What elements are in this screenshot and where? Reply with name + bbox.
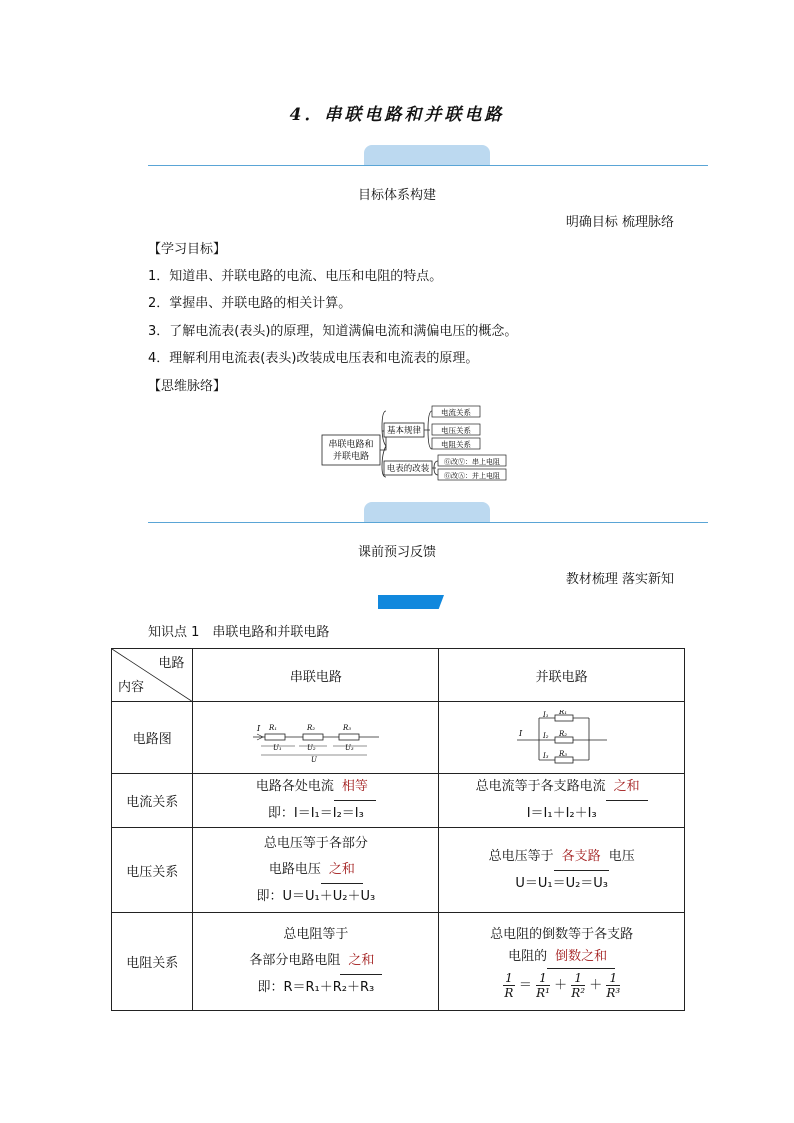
section-subheading: 明确目标 梳理脉络 [565, 215, 674, 230]
svg-text:R₂: R₂ [306, 723, 315, 732]
row-header: 电阻关系 [112, 913, 193, 1011]
section-subheading: 教材梳理 落实新知 [565, 572, 674, 587]
section-tab [364, 502, 490, 522]
svg-text:R₃: R₃ [558, 749, 567, 758]
objective-item: 2．掌握串、并联电路的相关计算。 [148, 296, 352, 311]
section-marker [378, 595, 444, 609]
answer-blank: 之和 [340, 948, 382, 975]
section-tab [364, 145, 490, 165]
section-heading: 课前预习反馈 [357, 545, 436, 560]
fraction: $\frac{1}{R}$ [504, 970, 514, 1000]
series-voltage-cell [193, 828, 439, 913]
knowledge-point-label: 知识点 1 串联电路和并联电路 [148, 625, 330, 640]
mindmap-leaf: Ⓖ改Ⓐ：并上电阻 [444, 472, 500, 480]
mindmap-root-line2: 并联电路 [332, 452, 370, 462]
text: 电阻的 [508, 948, 548, 964]
svg-text:I: I [256, 723, 261, 733]
text: 总电阻等于 [283, 927, 349, 942]
answer-blank: 之和 [321, 857, 363, 884]
objective-item: 4．理解利用电流表(表头)改装成电压表和电流表的原理。 [148, 351, 479, 366]
text: 总电压等于各部分 [263, 835, 368, 851]
answer-blank: 之和 [606, 774, 648, 801]
row-header: 电路图 [112, 702, 193, 774]
section-divider [148, 165, 708, 166]
svg-text:I₁: I₁ [542, 710, 549, 719]
svg-text:I₃: I₃ [542, 751, 549, 760]
svg-text:U₂: U₂ [306, 743, 316, 752]
parallel-resistance-cell [439, 913, 685, 1011]
formula: 即：I＝I₁＝I₂＝I₃ [267, 806, 364, 821]
parallel-circuit-cell [439, 702, 685, 774]
row-header: 电流关系 [112, 774, 193, 828]
corner-bottom-label: 内容 [118, 680, 145, 695]
table-corner-cell [112, 649, 193, 702]
objective-item: 3．了解电流表(表头)的原理，知道满偏电流和满偏电压的概念。 [148, 324, 518, 339]
svg-text:R₁: R₁ [268, 723, 277, 732]
text: 电路电压 [268, 861, 321, 877]
section-divider [148, 522, 708, 523]
page-title: 4．串联电路和并联电路 [289, 105, 505, 125]
column-header: 并联电路 [439, 649, 685, 702]
answer-blank: 各支路 [554, 844, 609, 871]
mindmap-branch-2: 电表的改装 [386, 464, 430, 474]
mindmap-diagram [320, 405, 510, 481]
mindmap-label: 【思维脉络】 [148, 379, 227, 394]
mindmap-leaf: 电阻关系 [441, 440, 471, 449]
answer-blank: 相等 [334, 774, 376, 801]
fraction: $\frac{1}{\text{R³}}$ [606, 970, 621, 1000]
objectives-label: 【学习目标】 [148, 242, 227, 257]
mindmap-leaf: Ⓖ改Ⓥ：串上电阻 [444, 458, 500, 466]
corner-top-label: 电路 [158, 656, 185, 671]
mindmap-leaf: 电流关系 [441, 408, 471, 417]
fraction: $\frac{1}{\text{R²}}$ [571, 970, 586, 1000]
series-circuit-diagram [251, 713, 381, 763]
formula: 即：U＝U₁＋U₂＋U₃ [256, 888, 376, 904]
svg-text:R₁: R₁ [558, 709, 567, 716]
parallel-current-cell [439, 774, 685, 828]
series-current-cell [193, 774, 439, 828]
svg-text:U: U [310, 755, 317, 763]
text: 电路各处电流 [255, 779, 334, 794]
parallel-circuit-diagram [517, 710, 607, 766]
text: 各部分电路电阻 [249, 953, 341, 968]
parallel-voltage-cell [439, 828, 685, 913]
section-heading: 目标体系构建 [357, 188, 436, 203]
mindmap-leaf: 电压关系 [441, 426, 471, 435]
mindmap-root-line1: 串联电路和 [328, 440, 374, 450]
fraction: $\frac{1}{\text{R¹}}$ [536, 970, 550, 1000]
svg-text:U₃: U₃ [344, 743, 354, 752]
series-circuit-cell [193, 702, 439, 774]
text: 总电阻的倒数等于各支路 [490, 926, 634, 942]
mindmap-branch-1: 基本规律 [386, 426, 422, 436]
svg-text:R₃: R₃ [342, 723, 351, 732]
row-header: 电压关系 [112, 828, 193, 913]
column-header: 串联电路 [193, 649, 439, 702]
svg-text:I: I [518, 728, 522, 738]
text: 总电压等于 [488, 848, 554, 864]
svg-text:I₂: I₂ [542, 731, 549, 740]
objective-item: 1．知道串、并联电路的电流、电压和电阻的特点。 [148, 269, 443, 284]
svg-text:U₁: U₁ [272, 743, 282, 752]
formula: U＝U₁＝U₂＝U₃ [515, 875, 609, 891]
formula: I＝I₁＋I₂＋I₃ [526, 806, 597, 821]
series-resistance-cell [193, 913, 439, 1011]
svg-text:R₂: R₂ [558, 729, 567, 738]
formula: 即：R＝R₁＋R₂＋R₃ [257, 980, 375, 995]
comparison-table [111, 648, 685, 1011]
reciprocal-formula: $\frac{1}{R}$ ＝ $\frac{1}{\text{R¹}}$ ＋ $\frac{1}{\text{R²}}$ ＋ $\frac{1}{\text{R³}}$ [504, 970, 621, 1000]
text: 电压 [608, 848, 635, 864]
text: 总电流等于各支路电流 [475, 779, 606, 794]
answer-blank: 倒数之和 [547, 946, 615, 969]
